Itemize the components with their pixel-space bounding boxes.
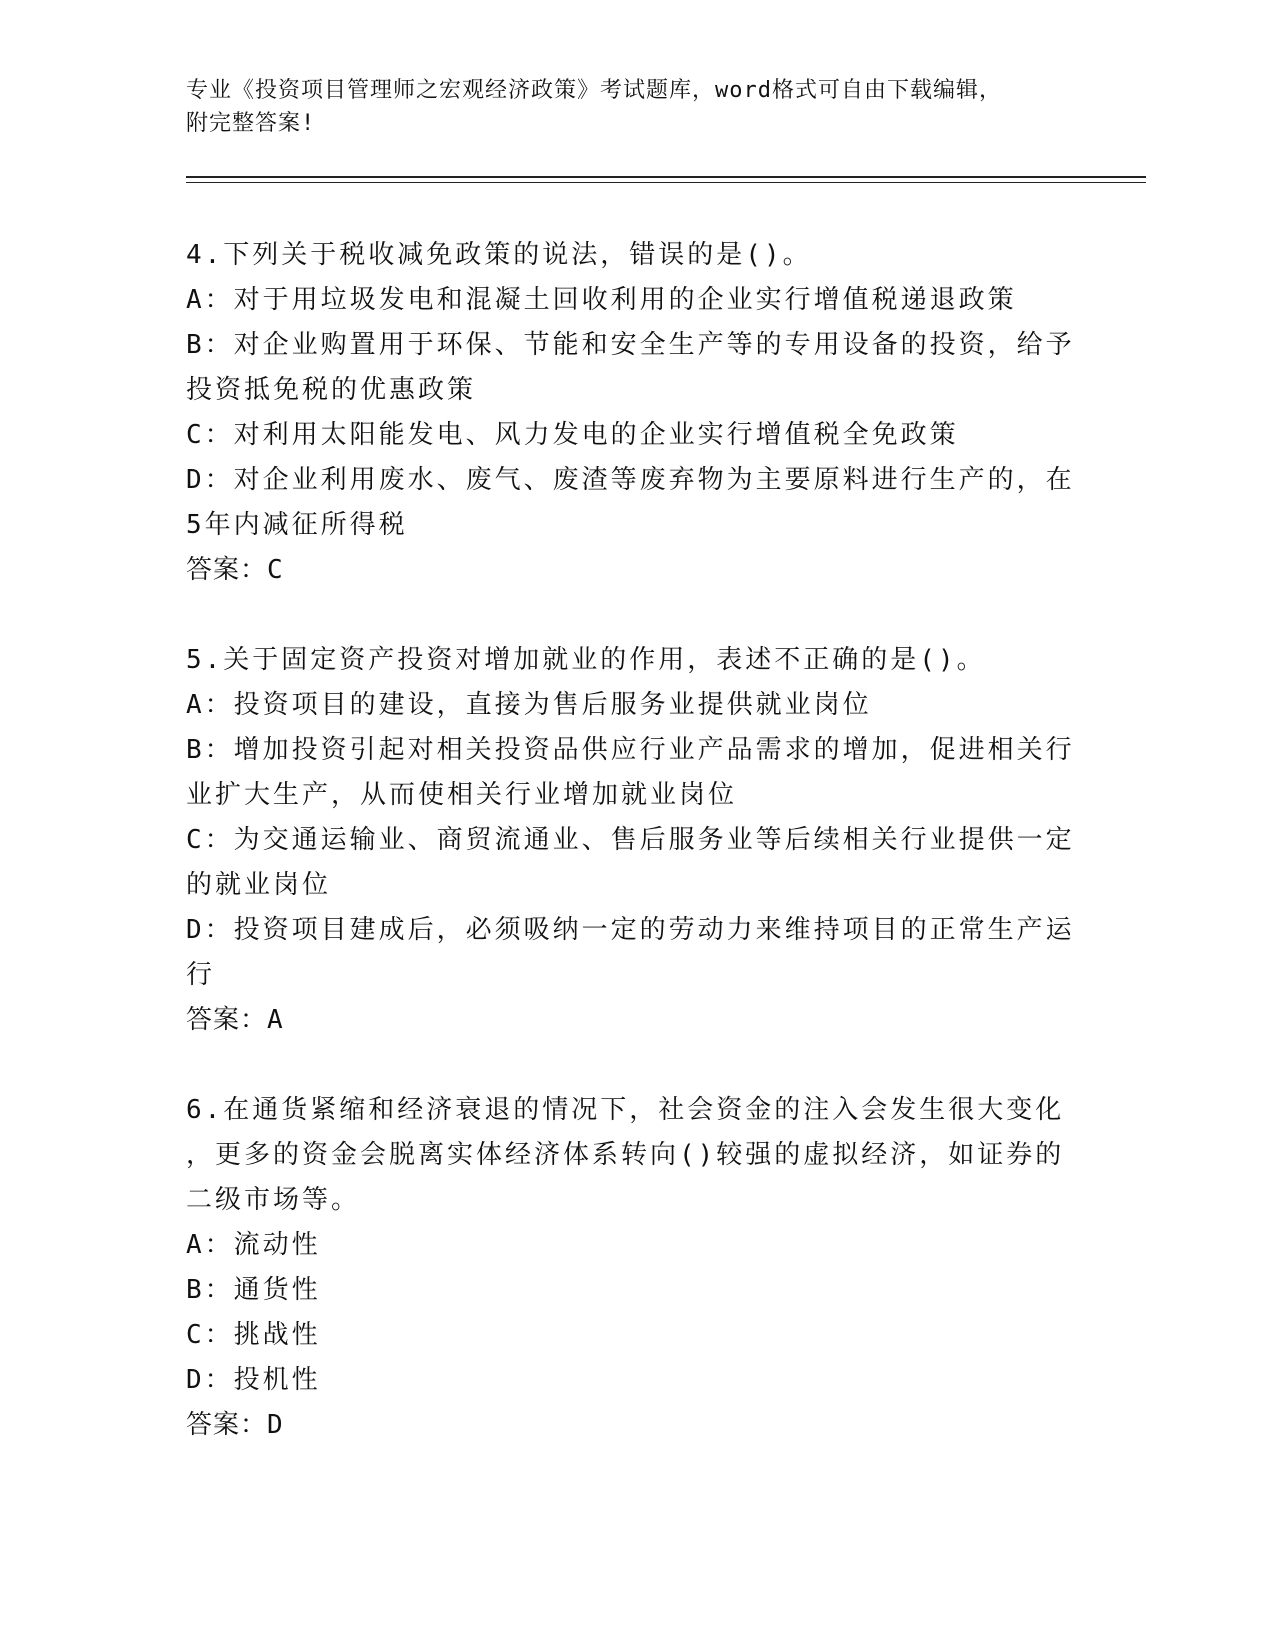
option-a: A：流动性 bbox=[186, 1230, 321, 1260]
option-b: B：对企业购置用于环保、节能和安全生产等的专用设备的投资，给予 bbox=[186, 330, 1075, 360]
answer-label: 答案： bbox=[186, 555, 268, 585]
answer-value: A bbox=[267, 1005, 284, 1035]
option-b-continued: 业扩大生产，从而使相关行业增加就业岗位 bbox=[186, 780, 738, 810]
question-5 bbox=[186, 638, 1075, 1043]
option-c: C：对利用太阳能发电、风力发电的企业实行增值税全免政策 bbox=[186, 420, 959, 450]
option-c: C：为交通运输业、商贸流通业、售后服务业等后续相关行业提供一定 bbox=[186, 825, 1075, 855]
option-d: D：投资项目建成后，必须吸纳一定的劳动力来维持项目的正常生产运 bbox=[186, 915, 1075, 945]
answer-line bbox=[186, 548, 1066, 593]
answer-value: C bbox=[267, 555, 284, 585]
option-b-continued: 投资抵免税的优惠政策 bbox=[186, 375, 477, 405]
question-4 bbox=[186, 233, 1075, 593]
option-b: B：增加投资引起对相关投资品供应行业产品需求的增加，促进相关行 bbox=[186, 735, 1075, 765]
option-a: A：对于用垃圾发电和混凝土回收利用的企业实行增值税递退政策 bbox=[186, 285, 1017, 315]
option-d: D：对企业利用废水、废气、废渣等废弃物为主要原料进行生产的，在 bbox=[186, 465, 1075, 495]
answer-label: 答案： bbox=[186, 1005, 268, 1035]
option-c-continued: 的就业岗位 bbox=[186, 870, 332, 900]
answer-value: D bbox=[267, 1410, 284, 1440]
option-d: D：投机性 bbox=[186, 1365, 321, 1395]
option-b: B：通货性 bbox=[186, 1275, 321, 1305]
option-d-continued: 行 bbox=[186, 960, 216, 990]
option-a: A：投资项目的建设，直接为售后服务业提供就业岗位 bbox=[186, 690, 872, 720]
option-c: C：挑战性 bbox=[186, 1320, 321, 1350]
option-d-continued: 5年内减征所得税 bbox=[186, 510, 408, 540]
document-header bbox=[186, 74, 1066, 140]
header-line-2: 附完整答案! bbox=[186, 111, 316, 136]
header-rule-thin bbox=[186, 182, 1146, 183]
question-stem-continued: 二级市场等。 bbox=[186, 1185, 361, 1215]
question-stem: 4.下列关于税收减免政策的说法，错误的是()。 bbox=[186, 240, 812, 270]
question-stem: 6.在通货紧缩和经济衰退的情况下，社会资金的注入会发生很大变化 bbox=[186, 1095, 1065, 1125]
answer-label: 答案： bbox=[186, 1410, 268, 1440]
answer-line bbox=[186, 1403, 1066, 1448]
question-stem-continued: ，更多的资金会脱离实体经济体系转向()较强的虚拟经济，如证券的 bbox=[186, 1140, 1065, 1170]
answer-line bbox=[186, 998, 1066, 1043]
question-6 bbox=[186, 1088, 1066, 1448]
header-line-1: 专业《投资项目管理师之宏观经济政策》考试题库，word格式可自由下载编辑， bbox=[186, 78, 1002, 103]
question-list bbox=[186, 233, 1075, 1493]
header-rule-thick bbox=[186, 176, 1146, 178]
question-stem: 5.关于固定资产投资对增加就业的作用，表述不正确的是()。 bbox=[186, 645, 986, 675]
